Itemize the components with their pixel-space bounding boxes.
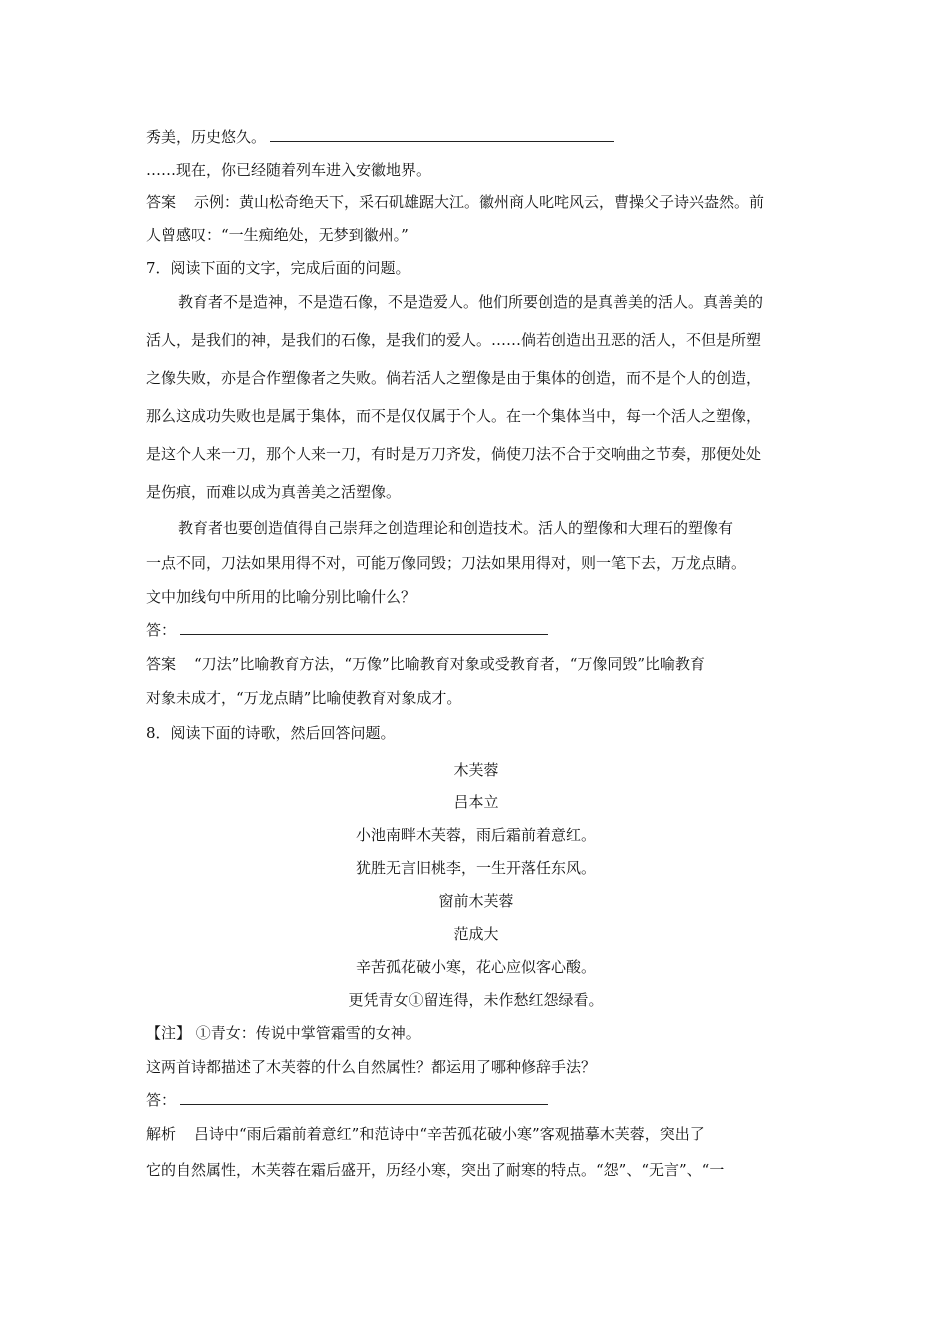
q7-title: 7．阅读下面的文字，完成后面的问题。 — [146, 259, 411, 277]
poem2-line-2: 更凭青女①留连得，未作愁红怨绿看。 — [348, 991, 604, 1009]
q8-note: 【注】 ①青女：传说中掌管霜雪的女神。 — [146, 1024, 421, 1042]
q7-p1-line-6: 是伤痕，而难以成为真善美之活塑像。 — [146, 483, 402, 501]
q7-answer-prompt: 答： — [146, 621, 177, 639]
q7-answer-prompt-line — [146, 620, 548, 640]
q7-p1-line-3: 之像失败，亦是合作塑像者之失败。倘若活人之塑像是由于集体的创造，而不是个人的创造， — [146, 369, 762, 387]
poem2-title: 窗前木芙蓉 — [438, 892, 514, 910]
q7-p1-line-5: 是这个人来一刀，那个人来一刀，有时是万刀齐发，倘使刀法不合于交响曲之节奏，那便处处 — [146, 445, 762, 463]
q7-answer-line-2: 对象未成才，“万龙点睛”比喻使教育对象成才。 — [146, 689, 462, 707]
q8-analysis-label: 解析 — [146, 1125, 177, 1143]
q7-question: 文中加线句中所用的比喻分别比喻什么？ — [146, 588, 417, 606]
q6-line-1 — [146, 127, 614, 147]
q6-answer-blank[interactable] — [270, 127, 614, 142]
q6-line-1-text: 秀美，历史悠久。 — [146, 128, 267, 146]
q7-p2-line-1: 教育者也要创造值得自己崇拜之创造理论和创造技术。活人的塑像和大理石的塑像有 — [178, 519, 734, 537]
q8-analysis-line-1 — [146, 1124, 705, 1144]
document-page — [146, 0, 806, 1344]
q7-p1-line-2: 活人，是我们的神，是我们的石像，是我们的爱人。……倘若创造出丑恶的活人，不但是所塑 — [146, 331, 762, 349]
poem1-title: 木芙蓉 — [453, 761, 499, 779]
q7-answer-text-1: “刀法”比喻教育方法，“万像”比喻教育对象或受教育者，“万像同毁”比喻教育 — [194, 655, 706, 673]
poem2-line-1: 辛苦孤花破小寒，花心应似客心酸。 — [355, 958, 596, 976]
q7-answer-label: 答案 — [146, 655, 177, 673]
q7-p1-line-4: 那么这成功失败也是属于集体，而不是仅仅属于个人。在一个集体当中，每一个活人之塑像， — [146, 407, 762, 425]
q7-p1-line-1: 教育者不是造神，不是造石像，不是造爱人。他们所要创造的是真善美的活人。真善美的 — [178, 293, 764, 311]
q7-p2-line-2: 一点不同，刀法如果用得不对，可能万像同毁；刀法如果用得对，则一笔下去，万龙点睛。 — [146, 554, 747, 572]
q8-analysis-text-1: 吕诗中“雨后霜前着意红”和范诗中“辛苦孤花破小寒”客观描摹木芙蓉，突出了 — [194, 1125, 705, 1143]
q6-answer-line-2: 人曾感叹：“一生痴绝处，无梦到徽州。” — [146, 226, 409, 244]
q8-answer-prompt-line — [146, 1090, 548, 1110]
q7-answer-blank[interactable] — [180, 620, 548, 635]
q6-line-2: ……现在，你已经随着列车进入安徽地界。 — [146, 161, 432, 179]
q8-answer-blank[interactable] — [180, 1090, 548, 1105]
q6-answer-label: 答案 — [146, 193, 177, 211]
poem1-line-1: 小池南畔木芙蓉，雨后霜前着意红。 — [355, 826, 596, 844]
poem1-line-2: 犹胜无言旧桃李，一生开落任东风。 — [355, 859, 596, 877]
q8-analysis-line-2: 它的自然属性，木芙蓉在霜后盛开，历经小寒，突出了耐寒的特点。“怨”、“无言”、“一 — [146, 1161, 725, 1179]
q7-answer-line-1 — [146, 654, 705, 674]
q6-answer-text-1: 示例：黄山松奇绝天下，采石矶雄踞大江。徽州商人叱咤风云，曹操父子诗兴盎然。前 — [194, 193, 765, 211]
q8-question: 这两首诗都描述了木芙蓉的什么自然属性？都运用了哪种修辞手法？ — [146, 1058, 597, 1076]
poem2-author: 范成大 — [453, 925, 499, 943]
q6-answer-line-1 — [146, 192, 764, 212]
q8-answer-prompt: 答： — [146, 1091, 177, 1109]
q8-title: 8．阅读下面的诗歌，然后回答问题。 — [146, 724, 396, 742]
poem1-author: 吕本立 — [453, 793, 499, 811]
